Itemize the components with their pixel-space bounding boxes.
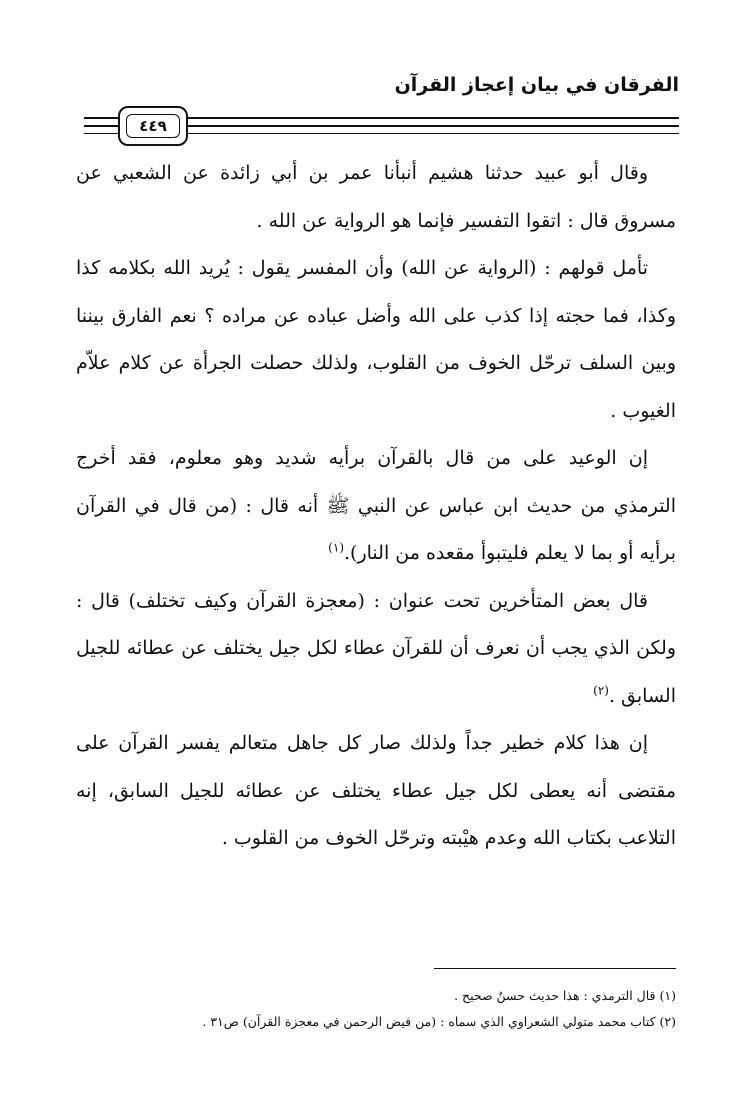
page-number-badge xyxy=(118,106,188,146)
paragraph xyxy=(76,720,676,863)
footnote-marker: (٢) xyxy=(593,683,609,698)
paragraph-text: وقال أبو عبيد حدثنا هشيم أنبأنا عمر بن أبي زائدة عن الشعبي عن مسروق قال : اتقوا التفسير فإنما هو الرواية عن الله . xyxy=(76,162,676,232)
footnotes xyxy=(76,983,676,1035)
footnote: (١) قال الترمذي : هذا حديث حسنٌ صحيح . xyxy=(454,988,676,1003)
paragraph-text: إن هذا كلام خطير جداً ولذلك صار كل جاهل متعالم يفسر القرآن على مقتضى أنه يعطى لكل جيل عطاء يختلف عن عطائه للجيل السابق، إنه التلاعب بكتاب الله وعدم هيْبته وترحّل الخوف من القلوب . xyxy=(76,732,676,849)
footnote-marker: (١) xyxy=(328,540,344,555)
footnote: (٢) كتاب محمد متولي الشعراوي الذي سماه : (من فيض الرحمن في معجزة القرآن) ص٣١ . xyxy=(202,1014,676,1029)
paragraph xyxy=(76,578,676,721)
paragraph-text: قال بعض المتأخرين تحت عنوان : (معجزة القرآن وكيف تختلف) قال : ولكن الذي يجب أن نعرف أن للقرآن عطاء لكل جيل يختلف عن عطائه للجيل السابق . xyxy=(76,589,676,707)
page-number: ٤٤٩ xyxy=(126,114,180,138)
paragraph xyxy=(76,245,676,435)
paragraph xyxy=(76,150,676,245)
footnote-separator xyxy=(434,968,676,969)
paragraph-text: إن الوعيد على من قال بالقرآن برأيه شديد وهو معلوم، فقد أخرج الترمذي من حديث ابن عباس عن النبي ﷺ أنه قال : (من قال في القرآن برأيه أو بما لا يعلم فليتبوأ مقعده من النار). xyxy=(76,447,676,564)
running-header-title: الفرقان في بيان إعجاز القرآن xyxy=(394,74,679,96)
paragraph-text: تأمل قولهم : (الرواية عن الله) وأن المفسر يقول : يُريد الله بكلامه كذا وكذا، فما حجته إذا كذب على الله وأضل عباده عن مراده ؟ نعم الفارق بيننا وبين السلف ترحّل الخوف من القلوب، ولذلك حصلت الجرأة عن كلام علاّم الغيوب . xyxy=(76,257,676,422)
paragraph xyxy=(76,435,676,578)
main-text xyxy=(76,150,676,863)
